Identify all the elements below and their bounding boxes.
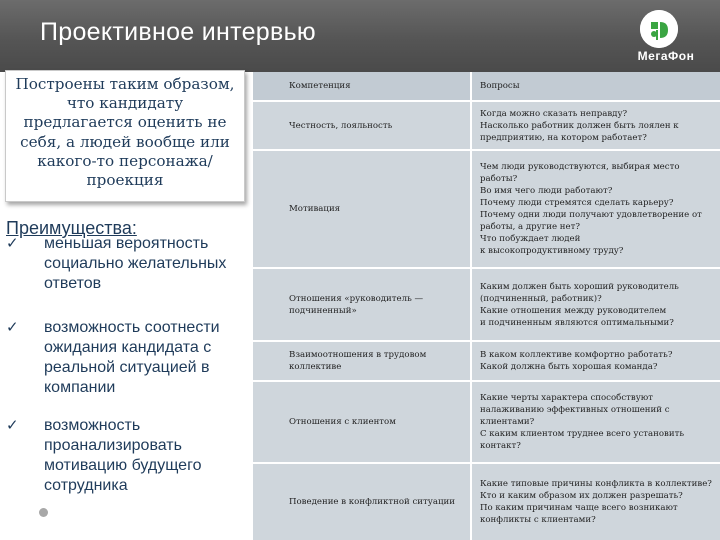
table-row [253,269,720,340]
questions-cell: Когда можно сказать неправду? Насколько работник должен быть лоялен к предприятию, на котором работает? [480,108,679,143]
table-header-cell [472,72,720,100]
table-cell [472,464,720,540]
table-row [253,151,720,267]
table-header-cell [253,72,470,100]
checkmark-icon: ✓ [6,319,19,336]
competence-cell: Отношения с клиентом [289,417,396,427]
bullet-dot [39,508,48,517]
competence-table [253,72,720,540]
table-cell [472,269,720,340]
column-header-competence: Компетенция [289,81,351,91]
checkmark-icon: ✓ [6,417,19,434]
advantage-text: возможность соотнести ожидания кандидата с реальной ситуацией в компании [44,319,220,396]
competence-cell: Взаимоотношения в трудовом коллективе [289,350,427,372]
table-cell [253,382,470,462]
questions-cell: Чем люди руководствуются, выбирая место работы? Во имя чего люди работают? Почему люди стремятся сделать карьеру? Почему одни люди получают удовлетворение от работы, а другие нет? Что побуждает людей к высокопродуктивному труду? [480,162,702,256]
table-cell [472,342,720,380]
intro-box [5,70,245,202]
questions-cell: Какие черты характера способствуют налаживанию эффективных отношений с клиентами? С каким клиентом труднее всего установить контакт? [480,393,685,451]
advantages-title: Преимущества: [6,218,137,238]
competence-cell: Честность, лояльность [289,120,393,131]
slide-title: Проективное интервью [40,18,316,46]
megafon-logo-icon [640,10,678,48]
competence-cell: Поведение в конфликтной ситуации [289,497,455,507]
table-cell [253,269,470,340]
logo-text: МегаФон [637,49,695,63]
table-cell [253,102,470,149]
slide-header [0,0,720,72]
table-row [253,342,720,380]
advantage-text: возможность проанализировать мотивацию будущего сотрудника [44,417,202,494]
table-row [253,464,720,540]
questions-cell: Каким должен быть хороший руководитель (подчиненный, работник)? Какие отношения между руководителем и подчиненным являются оптимальными? [480,281,679,328]
advantage-item [6,416,246,496]
competence-cell: Мотивация [289,204,341,214]
questions-cell: Какие типовые причины конфликта в коллективе? Кто и каким образом их должен разрешать? По каким причинам чаще всего возникают конфликты с клиентами? [480,479,712,525]
table-cell [472,382,720,462]
questions-cell: В каком коллективе комфортно работать? Какой должна быть хорошая команда? [480,350,673,372]
table-cell [472,102,720,149]
table-cell [253,151,470,267]
advantage-item [6,318,246,398]
intro-text: Построены таким образом, что кандидату предлагается оценить не себя, а людей вообще или какого-то персонажа/проекция [15,75,235,190]
table-row [253,382,720,462]
column-header-questions: Вопросы [480,81,520,91]
left-column [0,68,250,540]
advantage-item [6,234,246,294]
table-row [253,102,720,149]
table-header-row [253,72,720,100]
table-cell [472,151,720,267]
table-cell [253,464,470,540]
table-cell [253,342,470,380]
competence-cell: Отношения «руководитель — подчиненный» [289,293,424,316]
checkmark-icon: ✓ [6,235,19,252]
advantage-text: меньшая вероятность социально желательных ответов [44,235,227,292]
